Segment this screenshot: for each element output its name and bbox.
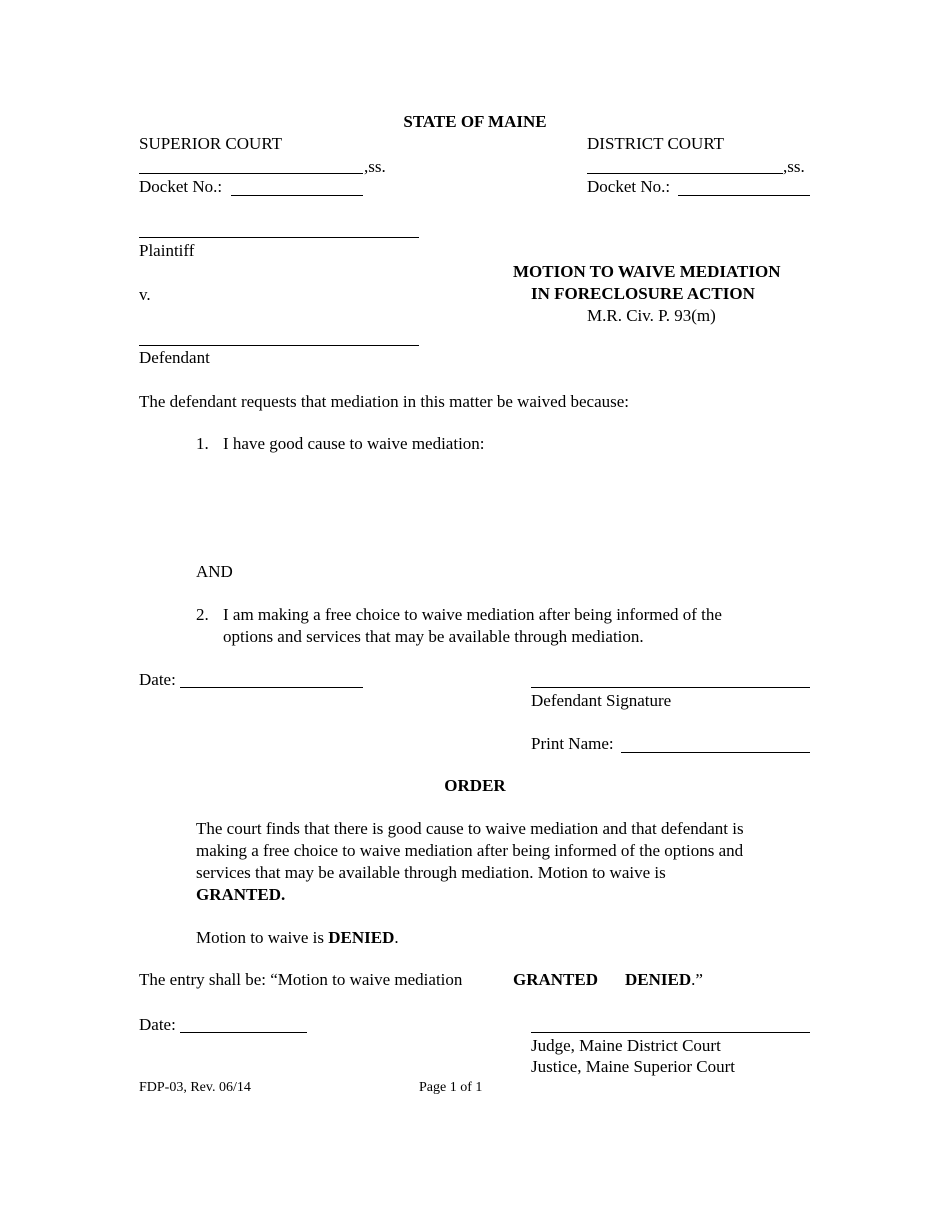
district-docket-label: Docket No.:	[587, 177, 671, 196]
order-granted: GRANTED.	[196, 885, 286, 904]
superior-ss-label: ,ss.	[364, 157, 386, 176]
judge-title-line1: Judge, Maine District Court	[531, 1036, 721, 1055]
district-court-label: DISTRICT COURT	[587, 134, 725, 153]
defendant-signature-line[interactable]	[531, 687, 810, 688]
order-denied-line	[196, 928, 399, 948]
versus-label: v.	[139, 285, 151, 304]
judge-signature-line[interactable]	[531, 1032, 810, 1033]
defendant-date-label: Date:	[139, 670, 176, 689]
order-para-line3: services that may be available through mediation. Motion to waive is	[196, 863, 666, 882]
entry-prefix: The entry shall be: “Motion to waive mediation	[139, 970, 463, 989]
rule-citation: M.R. Civ. P. 93(m)	[587, 306, 716, 325]
judge-date-line[interactable]	[180, 1032, 307, 1033]
superior-docket-label: Docket No.:	[139, 177, 223, 196]
intro-text: The defendant requests that mediation in this matter be waived because:	[139, 392, 629, 411]
item2-line1: I am making a free choice to waive mediation after being informed of the	[223, 605, 722, 624]
defendant-signature-label: Defendant Signature	[531, 691, 672, 710]
and-text: AND	[196, 562, 233, 581]
order-para-line2: making a free choice to waive mediation after being informed of the options and	[196, 841, 744, 860]
order-denied-prefix: Motion to waive is	[196, 928, 329, 947]
motion-title-line2: IN FORECLOSURE ACTION	[531, 284, 755, 303]
judge-title-line2: Justice, Maine Superior Court	[531, 1057, 735, 1076]
motion-title-line1: MOTION TO WAIVE MEDIATION	[513, 262, 781, 281]
order-heading: ORDER	[444, 776, 506, 795]
order-denied-suffix: .	[394, 928, 399, 947]
district-county-line[interactable]	[587, 173, 783, 174]
item1-number: 1.	[196, 434, 209, 453]
state-heading: STATE OF MAINE	[403, 112, 547, 131]
order-para-line1: The court finds that there is good cause to waive mediation and that defendant is	[196, 819, 744, 838]
plaintiff-label: Plaintiff	[139, 241, 195, 260]
print-name-line[interactable]	[621, 752, 810, 753]
order-denied-word: DENIED	[328, 928, 395, 947]
entry-granted: GRANTED	[513, 970, 599, 989]
defendant-label: Defendant	[139, 348, 210, 367]
print-name-label: Print Name:	[531, 734, 614, 753]
entry-suffix: .”	[691, 970, 703, 989]
superior-docket-line[interactable]	[231, 195, 363, 196]
judge-date-label: Date:	[139, 1015, 176, 1034]
defendant-name-line[interactable]	[139, 345, 419, 346]
item2-number: 2.	[196, 605, 209, 624]
item1-text: I have good cause to waive mediation:	[223, 434, 485, 453]
page-number: Page 1 of 1	[419, 1080, 483, 1095]
plaintiff-name-line[interactable]	[139, 237, 419, 238]
entry-denied: DENIED	[625, 970, 692, 989]
district-ss-label: ,ss.	[783, 157, 805, 176]
superior-court-label: SUPERIOR COURT	[139, 134, 283, 153]
entry-denied-group	[625, 970, 703, 990]
item2-line2: options and services that may be available through mediation.	[223, 627, 644, 646]
defendant-date-line[interactable]	[180, 687, 363, 688]
form-id: FDP-03, Rev. 06/14	[139, 1080, 251, 1095]
superior-county-line[interactable]	[139, 173, 363, 174]
district-docket-line[interactable]	[678, 195, 810, 196]
